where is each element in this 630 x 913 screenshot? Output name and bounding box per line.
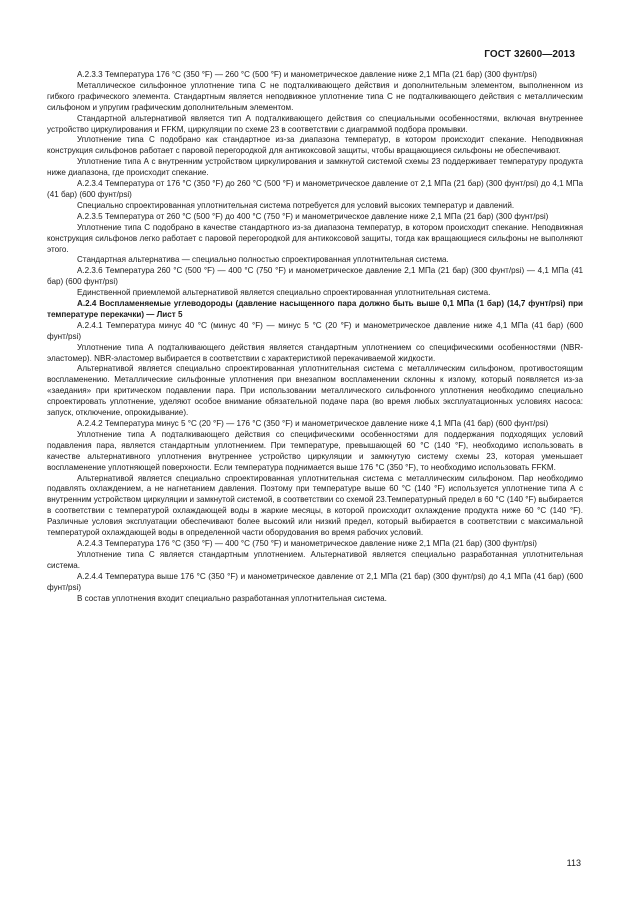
- paragraph: Уплотнение типа А подталкивающего действия является стандартным уплотнением со специфическими особенностями (NBR-эластомер). NBR-эластомер выбирается в соответствии с характеристикой перекачиваемой жидкости.: [47, 342, 583, 363]
- paragraph: Уплотнение типа А с внутренним устройством циркулирования и замкнутой системой схемы 23 поддерживает температуру продукта ниже диапазона, где происходит спекание.: [47, 157, 583, 178]
- paragraph: Стандартная альтернатива — специально полностью спроектированная уплотнительная система.: [77, 255, 449, 265]
- document-body: [47, 70, 583, 604]
- paragraph: А.2.3.3 Температура 176 °С (350 °F) — 260 °С (500 °F) и манометрическое давление ниже 2,1 МПа (21 бар) (300 фунт/psi): [77, 70, 537, 79]
- paragraph: Уплотнение типа С подобрано в качестве стандартного из-за диапазона температур, в котором происходит спекание. Неподвижная конструкция сильфонов легко работает с паровой перегородкой для антикоксовой защиты, тогда как вращающиеся сильфоны не выполняют этого.: [47, 222, 583, 254]
- paragraph: Металлическое сильфонное уплотнение типа С не подталкивающего действия и дополнительным элементом, выполненном из гибкого графического элемента. Стандартным является неподвижное уплотнение типа С не подталкивающего действия с металлическим сильфоном и упругим графическим дополнительным элементом.: [47, 80, 583, 112]
- paragraph: А.2.3.4 Температура от 176 °С (350 °F) до 260 °С (500 °F) и манометрическое давление от 2,1 МПа (21 бар) (300 фунт/psi) до 4,1 МПа (41 бар) (600 фунт/psi): [47, 179, 583, 199]
- document-standard-header: ГОСТ 32600—2013: [484, 49, 575, 60]
- paragraph: А.2.4.4 Температура выше 176 °С (350 °F) и манометрическое давление от 2,1 МПа (21 бар) (300 фунт/psi) до 4,1 МПа (41 бар) (600 фунт/psi): [47, 571, 583, 592]
- paragraph: Уплотнение типа А подталкивающего действия со специфическими особенностями для поддержания подходящих условий подавления пара, является стандартным уплотнением. При температуре, превышающей 60 °С (140 °F), необходимо использовать в качестве альтернативного уплотнения внутреннее устройство циркуляции и замкнутую систему схемы 23, которая уменьшает воспламенение уплотняющей поверхности. Если температура поднимается выше 176 °С (350 °F), то необходимо использовать FFKM.: [47, 429, 583, 472]
- paragraph: Уплотнение типа С является стандартным уплотнением. Альтернативой является специально разработанная уплотнительная система.: [47, 549, 583, 570]
- paragraph: А.2.3.5 Температура от 260 °С (500 °F) до 400 °С (750 °F) и манометрическое давление ниже 2,1 МПа (21 бар) (300 фунт/psi): [77, 211, 549, 221]
- paragraph: А.2.4.1 Температура минус 40 °С (минус 40 °F) — минус 5 °С (20 °F) и манометрическое давление ниже 4,1 МПа (41 бар) (600 фунт/psi): [47, 320, 583, 341]
- paragraph: Стандартной альтернативой является тип А подталкивающего действия со специальными особенностями, включая внутреннее устройство циркулирования и FFKM, циркуляции по схеме 23 в соответствии с диаграммой подбора промывки.: [47, 113, 583, 134]
- paragraph: А.2.3.6 Температура 260 °С (500 °F) — 400 °С (750 °F) и манометрическое давление 2,1 МПа (21 бар) (300 фунт/psi) — 4,1 МПа (41 бар) (600 фунт/psi): [47, 266, 583, 287]
- paragraph: А.2.4.3 Температура 176 °С (350 °F) — 400 °С (750 °F) и манометрическое давление ниже 2,1 МПа (21 бар) (300 фунт/psi): [77, 538, 537, 548]
- paragraph: А.2.4.2 Температура минус 5 °С (20 °F) — 176 °С (350 °F) и манометрическое давление ниже 4,1 МПа (41 бар) (600 фунт/psi): [77, 419, 549, 428]
- page-number: 113: [566, 858, 581, 868]
- paragraph: Альтернативой является специально спроектированная уплотнительная система с металлическим сильфоном. Пар необходимо подавлять охлаждением, а не нагнетанием давления. Поэтому при температуре выше 60 °С (140 °F) используется уплотнение типа А с внутренним устройством циркуляции и замкнутой системой, в соответствии со схемой 23.Температурный предел в 60 °С (140 °F) выбирается в соответствии с температурой охлаждающей воды в жаркие месяцы, в которой происходит охлаждение продукта ниже 60 °С (140 °F). Различные условия эксплуатации обеспечивают более высокий или низкий предел, который выбирается в соответствии с максимальной температурой охлаждающей воды в определенной части оборудования во время рабочих условий.: [47, 473, 583, 538]
- paragraph: Специально спроектированная уплотнительная система потребуется для условий высоких температур и давлений.: [77, 200, 515, 210]
- paragraph: Единственной приемлемой альтернативой является специально спроектированная уплотнительная система.: [77, 288, 491, 298]
- section-heading: А.2.4 Воспламеняемые углеводороды (давление насыщенного пара должно быть выше 0,1 МПа (1 бар) (14,7 фунт/psi) при температуре перекачки) — Лист 5: [47, 299, 583, 319]
- paragraph: В состав уплотнения входит специально разработанная уплотнительная система.: [77, 593, 387, 603]
- paragraph: Альтернативой является специально спроектированная уплотнительная система с металлическим сильфоном, противостоящим воспламенению. Металлические сильфонные уплотнения при внезапном воспламенении склонны к излому, который появляется из-за «заедания» при критическом подавлении пара. При использовании металлического сильфонного уплотнения необходимо специально спроектировать уплотнение, уделяют особое внимание обязательной подаче пара (во время любых эксплуатационных условиях насоса: запуск, отключение, опрокидывание).: [47, 364, 583, 418]
- paragraph: Уплотнение типа С подобрано как стандартное из-за диапазона температур, в котором происходит спекание. Неподвижная конструкция сильфонов работает с паровой перегородкой для антикоксовой защиты, чтобы вращающиеся сильфоны не обеспечивают.: [47, 135, 583, 156]
